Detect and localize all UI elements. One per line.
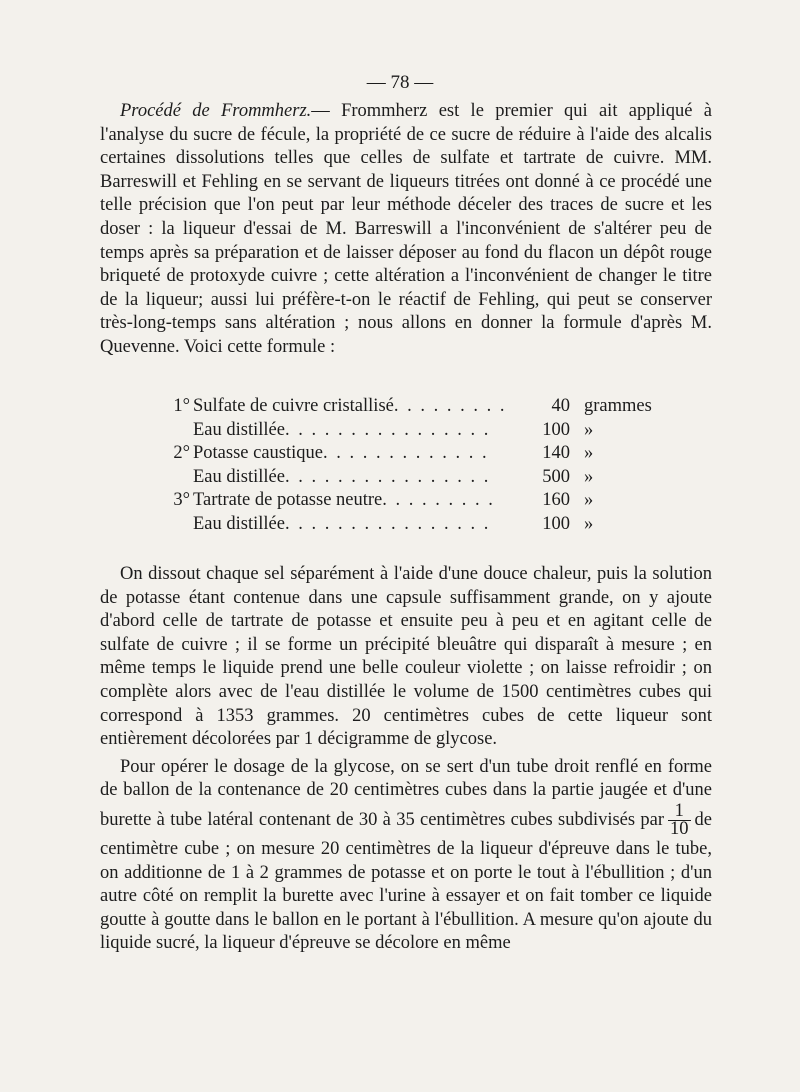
formula-ingredient: Tartrate de potasse neutre. . . . . . . . . <box>193 490 495 511</box>
formula-unit: » <box>584 513 594 534</box>
leader-dots: . . . . . . . . . . . . . . . . <box>284 466 491 487</box>
formula-row <box>150 466 670 490</box>
page-number: — 78 — <box>366 72 434 93</box>
formula-quantity: 40 <box>551 396 570 416</box>
formula-unit: grammes <box>584 396 652 416</box>
fraction-one-tenth <box>668 800 691 839</box>
dissolution-paragraph: On dissout chaque sel séparément à l'aide d'une douce chaleur, puis la solution de potasse étant contenue dans une capsule suffisamment grande, on y ajoute d'abord celle de tartrate de potasse et ensuite peu à peu et en agitant celle de sulfate de cuivre ; il se forme un précipité bleuâtre qui disparaît à mesure ; en même temps le liquide prend une belle couleur violette ; on laisse refroidir ; on complète alors avec de l'eau distillée le volume de 1500 centimètres cubes qui correspond à 1353 grammes. 20 centimètres cubes de cette liqueur sont entièrement décolorées par 1 décigramme de glycose. <box>100 564 712 750</box>
formula-row <box>150 419 670 443</box>
formula-quantity: 100 <box>542 513 570 534</box>
formula-unit: » <box>584 443 594 464</box>
leader-dots: . . . . . . . . . . . . . <box>323 443 489 464</box>
formula-number: 2° <box>173 443 190 464</box>
formula-unit: » <box>584 490 594 511</box>
fraction-denominator: 10 <box>670 818 689 839</box>
formula-quantity: 100 <box>542 419 570 440</box>
formula-row <box>150 513 670 537</box>
formula-unit: » <box>584 419 594 440</box>
formula-ingredient: Eau distillée. . . . . . . . . . . . . . . . <box>193 419 491 440</box>
formula-ingredient: Potasse caustique. . . . . . . . . . . . . <box>193 443 489 464</box>
formula-list <box>150 395 670 537</box>
section-heading: Procédé de Frommherz. <box>120 101 312 121</box>
intro-body: — Frommherz est le premier qui ait appliqué à l'analyse du sucre de fécule, la propriété de ce sucre de réduire à l'aide des alcalis certaines dissolutions telles que celles de sulfate et tartrate de cuivre. MM. Barreswill et Fehling en se servant de liqueurs titrées ont donné à ce procédé une telle précision que l'on peut par leur méthode déceler des traces de sucre et les doser : la liqueur d'essai de M. Barreswill a l'inconvénient de s'altérer peu de temps après sa préparation et de laisser déposer au fond du flacon un dépôt rouge briqueté de protoxyde cuivre ; cette altération a l'inconvénient de changer le titre de la liqueur; aussi lui préfère-t-on le réactif de Fehling, qui peut se conserver très-long-temps sans altération ; nous allons en donner la formule d'après M. Quevenne. Voici cette formule : <box>100 101 712 357</box>
leader-dots: . . . . . . . . . . . . . . . . <box>284 419 491 440</box>
formula-quantity: 500 <box>542 466 570 487</box>
formula-row <box>150 489 670 513</box>
formula-ingredient: Sulfate de cuivre cristallisé. . . . . . . . . <box>193 396 507 416</box>
formula-quantity: 160 <box>542 490 570 511</box>
fraction-numerator: 1 <box>668 803 691 821</box>
formula-quantity: 140 <box>542 443 570 464</box>
body-text <box>100 563 712 956</box>
formula-ingredient: Eau distillée. . . . . . . . . . . . . . . . <box>193 513 491 534</box>
intro-text <box>100 100 712 360</box>
leader-dots: . . . . . . . . . <box>382 490 495 511</box>
formula-number: 3° <box>173 490 190 511</box>
dosage-paragraph: Pour opérer le dosage de la glycose, on se sert d'un tube droit renflé en forme de ballon de la contenance de 20 centimètres cubes dans la partie jaugée et d'une burette à tube latéral contenant de 30 à 35 centimètres cubes subdivisés par $\frac{1}{10}$ de centimètre cube ; on mesure 20 centimètres de la liqueur d'épreuve dans le tube, on additionne de 1 à 2 grammes de potasse et on porte le tout à l'ébullition ; d'un autre côté on remplit la burette avec l'urine à essayer et on fait tomber ce liquide goutte à goutte dans le ballon en le portant à l'ébullition. A mesure qu'on ajoute du liquide sucré, la liqueur d'épreuve se décolore en même <box>100 756 712 954</box>
intro-paragraph <box>100 100 712 360</box>
formula-unit: » <box>584 466 594 487</box>
leader-dots: . . . . . . . . . <box>393 396 507 416</box>
formula-row <box>150 442 670 466</box>
formula-ingredient: Eau distillée. . . . . . . . . . . . . . . . <box>193 466 491 487</box>
formula-row <box>150 395 670 419</box>
leader-dots: . . . . . . . . . . . . . . . . <box>284 513 491 534</box>
formula-number: 1° <box>173 396 190 416</box>
